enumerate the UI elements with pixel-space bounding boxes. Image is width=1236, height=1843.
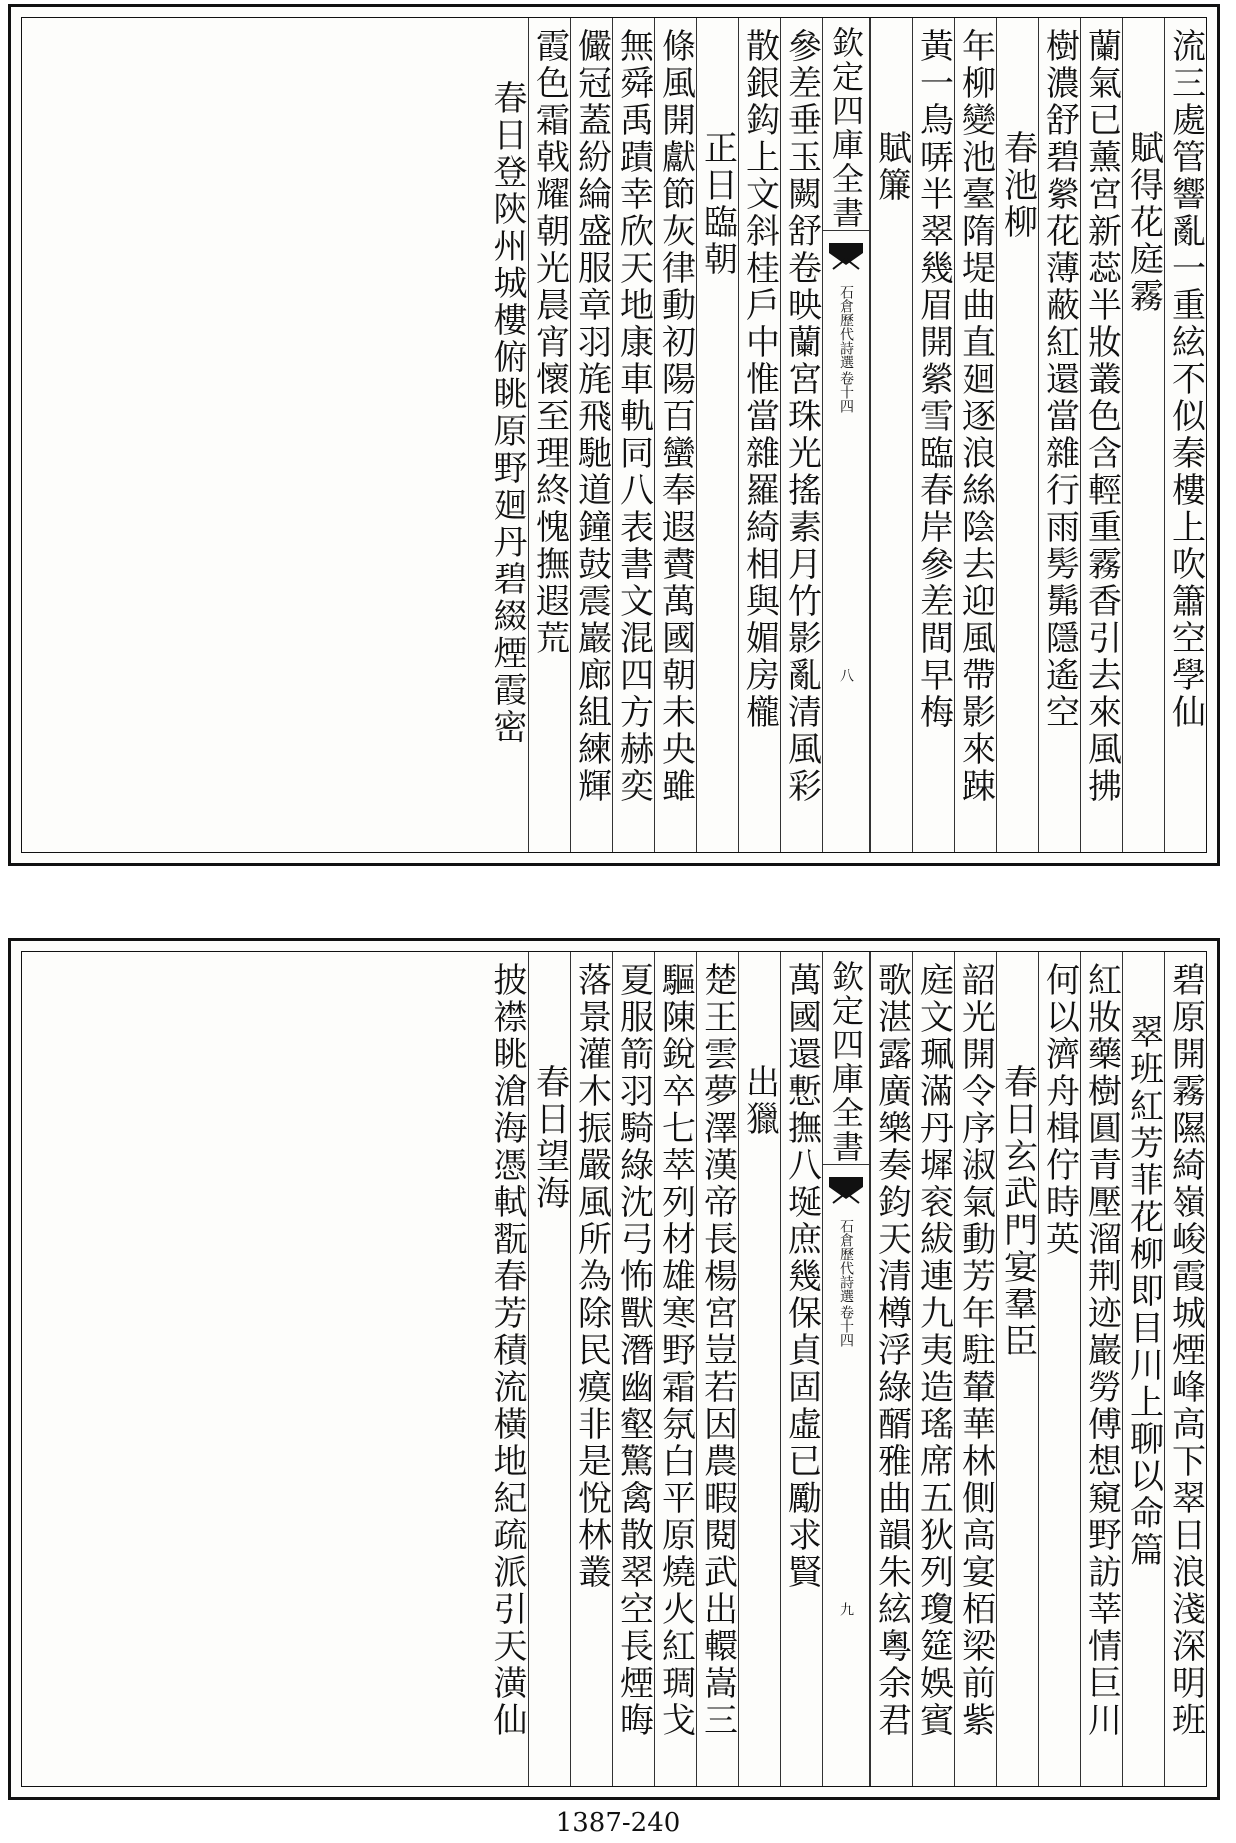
column-text: 紅妝藥樹圓青壓溜荆迹巖勞傅想窺野訪莘情巨川: [1081, 962, 1122, 1739]
fish-tail-mark-icon: [827, 1173, 865, 1213]
text-column: [570, 18, 612, 852]
column-text: 驅陳銳卒七萃列材雄寒野霜氛白平原燒火紅琱戈: [655, 962, 696, 1739]
column-text: 披襟眺滄海憑軾翫春芳積流橫地紀疏派引天潢仙: [487, 962, 527, 1739]
upper-book-page: [8, 4, 1220, 866]
text-column: [1038, 18, 1080, 852]
column-text: 翠班紅芳菲花柳即目川上聊以命篇: [1123, 1014, 1164, 1569]
text-column: [738, 952, 780, 1786]
text-column: [486, 952, 528, 1786]
text-column: [1122, 952, 1164, 1786]
column-text: 韶光開令序淑氣動芳年駐輦華林側高宴栢梁前紫: [955, 962, 996, 1739]
text-column: [612, 952, 654, 1786]
column-text: 年柳變池臺隋堤曲直廻逐浪絲陰去迎風帶影來踈: [955, 28, 996, 805]
text-column: [912, 952, 954, 1786]
text-column: [996, 952, 1038, 1786]
page-number-footer: 1387-240: [555, 1808, 681, 1838]
text-column: [1122, 18, 1164, 852]
column-text: 春日玄武門宴羣臣: [997, 1064, 1038, 1360]
text-column: [780, 952, 822, 1786]
gutter-leaf-number: 九: [838, 1602, 854, 1616]
column-text: 樹濃舒碧縈花薄蔽紅還當雜行雨髣髴隱遙空: [1039, 28, 1080, 731]
text-column: [486, 18, 528, 852]
text-column: [954, 952, 996, 1786]
column-text: 黃一鳥哢半翠幾眉開縈雪臨春岸參差間早梅: [913, 28, 954, 731]
text-column: [996, 18, 1038, 852]
column-text: 條風開獻節灰律動初陽百蠻奉遐賮萬國朝未央雖: [655, 28, 696, 805]
text-column: [528, 952, 570, 1786]
column-text: 正日臨朝: [697, 130, 738, 278]
text-column: [1080, 18, 1122, 852]
column-text: 夏服箭羽騎綠沈弓怖獸潛幽壑驚禽散翠空長煙晦: [613, 962, 654, 1739]
column-text: 賦得花庭霧: [1123, 130, 1164, 315]
gutter-volume: 卷十四: [838, 371, 854, 413]
text-column: [738, 18, 780, 852]
text-column: [612, 18, 654, 852]
text-column: [696, 18, 738, 852]
column-text: 出獵: [739, 1064, 780, 1138]
gutter-title: 欽定四庫全書: [823, 18, 869, 231]
gutter-title: 欽定四庫全書: [823, 952, 869, 1165]
gutter-book-name: 石倉歷代詩選: [838, 1219, 854, 1303]
lower-text-frame: [21, 951, 1207, 1787]
fish-tail-mark-icon: [827, 239, 865, 279]
column-text: 散銀鈎上文斜桂戶中惟當雜羅綺相與媚房櫳: [739, 28, 780, 731]
column-text: 參差垂玉闕舒卷映蘭宮珠光搖素月竹影亂清風彩: [781, 28, 822, 805]
gutter-book-name: 石倉歷代詩選: [838, 285, 854, 369]
text-column: [870, 18, 912, 852]
text-column: [1164, 18, 1206, 852]
gutter-volume: 卷十四: [838, 1305, 854, 1347]
column-text: 楚王雲夢澤漢帝長楊宮豈若因農暇閱武出轘嵩三: [697, 962, 738, 1739]
column-text: 萬國還慙撫八埏庶幾保貞固虛已勵求賢: [781, 962, 822, 1591]
text-column: [654, 18, 696, 852]
column-text: 春池柳: [997, 130, 1038, 241]
column-text: 儼冠蓋紛綸盛服章羽旄飛馳道鐘鼓震巖廊組練輝: [571, 28, 612, 805]
center-gutter: [822, 952, 870, 1786]
column-text: 落景灌木振嚴風所為除民瘼非是悅林叢: [571, 962, 612, 1591]
column-text: 春日望海: [529, 1064, 570, 1212]
column-text: 春日登陝州城樓俯眺原野廻丹碧綴煙霞密: [487, 80, 527, 746]
text-column: [1038, 952, 1080, 1786]
text-column: [570, 952, 612, 1786]
column-text: 庭文珮滿丹墀衮紱連九夷造瑤席五狄列瓊筵娛賓: [913, 962, 954, 1739]
text-column: [780, 18, 822, 852]
text-column: [912, 18, 954, 852]
column-text: 無舜禹蹟幸欣天地康車軌同八表書文混四方赫奕: [613, 28, 654, 805]
upper-text-frame: [21, 17, 1207, 853]
text-column: [528, 18, 570, 852]
text-column: [654, 952, 696, 1786]
center-gutter: [822, 18, 870, 852]
text-column: [1164, 952, 1206, 1786]
gutter-leaf-number: 八: [838, 668, 854, 682]
text-column: [954, 18, 996, 852]
column-text: 賦簾: [871, 130, 912, 204]
text-column: [870, 952, 912, 1786]
column-text: 蘭氣已薰宮新蕊半妝叢色含輕重霧香引去來風拂: [1081, 28, 1122, 805]
column-text: 歌湛露廣樂奏鈞天清樽浮綠醑雅曲韻朱絃粵余君: [871, 962, 912, 1739]
column-text: 流三處管響亂一重絃不似秦樓上吹簫空學仙: [1165, 28, 1206, 731]
text-column: [696, 952, 738, 1786]
column-text: 何以濟舟楫佇時英: [1039, 962, 1080, 1258]
lower-book-page: [8, 938, 1220, 1800]
text-column: [1080, 952, 1122, 1786]
column-text: 碧原開霧隰綺嶺峻霞城煙峰高下翠日浪淺深明班: [1165, 962, 1206, 1739]
column-text: 霞色霜戟耀朝光晨宵懷至理終愧撫遐荒: [529, 28, 570, 657]
